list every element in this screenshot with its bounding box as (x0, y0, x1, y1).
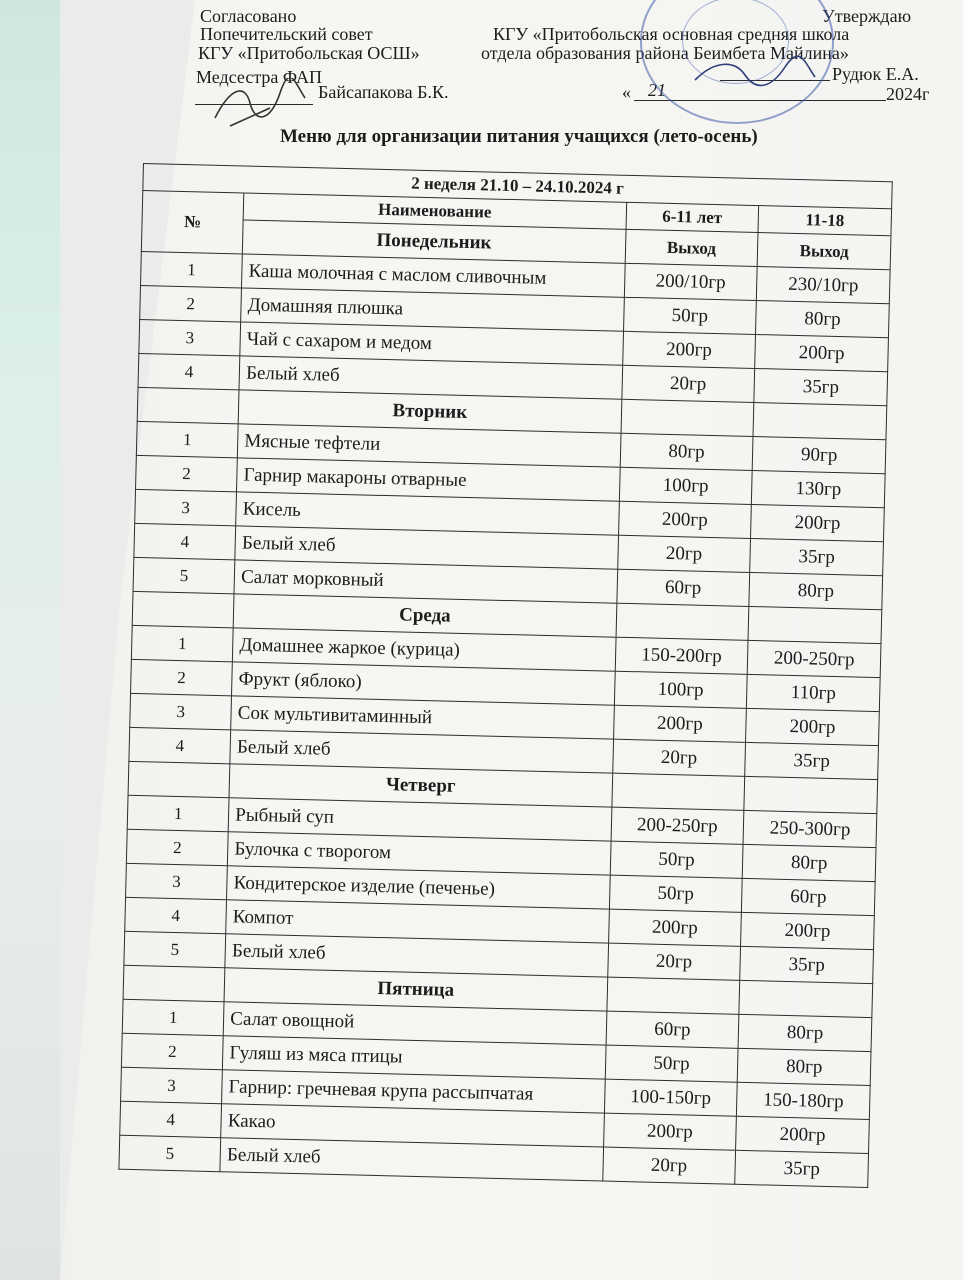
item-portion-11-18: 150-180гр (737, 1082, 871, 1119)
item-number: 4 (120, 1101, 222, 1137)
item-portion-11-18: 200-250гр (747, 640, 881, 677)
day-name: Пятница (224, 968, 607, 1011)
output-label: Выход (625, 229, 758, 266)
item-name: Кондитерское изделие (печенье) (227, 866, 610, 909)
day-empty-cell (748, 606, 882, 643)
item-number: 2 (126, 829, 228, 865)
item-name: Кисель (236, 492, 619, 535)
item-number: 5 (133, 557, 235, 593)
item-number: 3 (139, 319, 241, 355)
item-number: 3 (135, 489, 237, 525)
item-name: Домашнее жаркое (курица) (233, 628, 616, 671)
item-portion-6-11: 20гр (612, 739, 745, 776)
date-day: 21 (648, 80, 666, 100)
background-cloth (0, 0, 60, 1280)
item-portion-6-11: 200гр (603, 1113, 736, 1150)
item-name: Белый хлеб (225, 934, 608, 977)
item-portion-6-11: 20гр (607, 943, 740, 980)
item-portion-6-11: 50гр (623, 297, 756, 334)
school-short-label: КГУ «Притобольская ОСШ» (198, 43, 420, 63)
item-name: Фрукт (яблоко) (232, 662, 615, 705)
item-name: Белый хлеб (230, 730, 613, 773)
item-name: Рыбный суп (228, 798, 611, 841)
item-name: Чай с сахаром и медом (240, 322, 623, 365)
day-empty-cell (611, 773, 744, 810)
item-portion-6-11: 100гр (619, 467, 752, 504)
right-signer-name: Рудюк Е.А. (832, 64, 919, 84)
item-portion-11-18: 250-300гр (743, 810, 877, 847)
item-portion-11-18: 200гр (741, 912, 875, 949)
item-portion-11-18: 200гр (755, 335, 889, 372)
item-portion-11-18: 35гр (754, 369, 888, 406)
item-number: 3 (121, 1067, 223, 1103)
item-portion-11-18: 200гр (736, 1116, 870, 1153)
item-portion-11-18: 110гр (747, 674, 881, 711)
item-portion-11-18: 35гр (735, 1150, 869, 1187)
item-number: 1 (127, 795, 229, 831)
item-portion-11-18: 130гр (752, 470, 886, 507)
item-portion-6-11: 60гр (606, 1011, 739, 1048)
day-name: Вторник (238, 390, 621, 433)
nurse-label: Медсестра ФАП (196, 67, 322, 87)
day-name: Понедельник (243, 220, 626, 263)
col-name-header: Наименование (243, 193, 626, 229)
day-empty-cell (753, 403, 887, 440)
item-portion-6-11: 200-250гр (611, 807, 744, 844)
item-name: Белый хлеб (235, 526, 618, 569)
day-empty-cell (739, 980, 873, 1017)
left-signer-name: Байсапакова Б.К. (318, 82, 449, 102)
item-portion-11-18: 200гр (751, 504, 885, 541)
item-portion-6-11: 50гр (605, 1045, 738, 1082)
day-empty-cell (606, 977, 739, 1014)
item-portion-6-11: 20гр (621, 365, 754, 402)
item-portion-6-11: 50гр (609, 875, 742, 912)
item-portion-11-18: 80гр (749, 572, 883, 609)
item-portion-6-11: 200/10гр (624, 263, 757, 300)
item-name: Белый хлеб (220, 1138, 603, 1181)
item-number: 3 (130, 693, 232, 729)
school-full-label: КГУ «Притобольская основная средняя школа (493, 24, 850, 44)
item-number: 4 (138, 353, 240, 389)
item-portion-6-11: 200гр (622, 331, 755, 368)
day-number-cell (123, 965, 225, 1001)
item-portion-6-11: 100гр (614, 671, 747, 708)
item-name: Салат морковный (234, 560, 617, 603)
item-number: 1 (136, 421, 238, 457)
day-name: Четверг (229, 764, 612, 807)
approved-label: Согласовано (200, 6, 297, 26)
item-portion-6-11: 50гр (610, 841, 743, 878)
item-name: Салат овощной (223, 1002, 606, 1045)
approve-label: Утверждаю (822, 6, 912, 26)
item-number: 1 (122, 999, 224, 1035)
col-number-header: № (141, 191, 244, 254)
item-portion-6-11: 100-150гр (604, 1079, 737, 1116)
menu-table-body (119, 164, 892, 1188)
item-number: 4 (134, 523, 236, 559)
item-number: 2 (140, 285, 242, 321)
item-name: Белый хлеб (239, 356, 622, 399)
item-number: 4 (125, 897, 227, 933)
day-empty-cell (616, 603, 749, 640)
item-portion-6-11: 20гр (617, 535, 750, 572)
item-portion-6-11: 150-200гр (615, 637, 748, 674)
item-portion-11-18: 80гр (737, 1048, 871, 1085)
item-portion-11-18: 80гр (742, 844, 876, 881)
item-name: Каша молочная с маслом сливочным (242, 254, 625, 297)
item-portion-6-11: 80гр (620, 433, 753, 470)
item-number: 2 (131, 659, 233, 695)
item-portion-11-18: 35гр (750, 538, 884, 575)
right-signature-icon (690, 55, 820, 95)
item-number: 5 (119, 1135, 221, 1171)
item-portion-6-11: 200гр (613, 705, 746, 742)
department-label: отдела образования района Беимбета Майлина» (481, 43, 849, 63)
item-portion-11-18: 35гр (745, 742, 879, 779)
week-label: 2 неделя 21.10 – 24.10.2024 г (143, 164, 892, 209)
date-year: 2024г (886, 84, 930, 104)
item-portion-6-11: 20гр (602, 1147, 735, 1184)
day-number-cell (128, 761, 230, 797)
day-name: Среда (233, 594, 616, 637)
day-number-cell (132, 591, 234, 627)
item-number: 3 (126, 863, 228, 899)
item-number: 1 (131, 625, 233, 661)
item-name: Компот (226, 900, 609, 943)
item-portion-6-11: 60гр (616, 569, 749, 606)
item-name: Гарнир макароны отварные (237, 458, 620, 501)
item-portion-11-18: 35гр (740, 946, 874, 983)
board-label: Попечительский совет (200, 24, 373, 44)
item-number: 2 (136, 455, 238, 491)
page-title: Меню для организации питания учащихся (лето-осень) (280, 126, 758, 147)
item-name: Булочка с творогом (228, 832, 611, 875)
item-portion-11-18: 90гр (752, 436, 886, 473)
item-name: Какао (221, 1104, 604, 1147)
col-age1-header: 6-11 лет (626, 202, 759, 232)
item-portion-6-11: 200гр (618, 501, 751, 538)
day-empty-cell (621, 399, 754, 436)
day-empty-cell (744, 776, 878, 813)
output-label: Выход (757, 233, 891, 270)
item-number: 5 (124, 931, 226, 967)
item-name: Мясные тефтели (238, 424, 621, 467)
item-name: Домашняя плюшка (241, 288, 624, 331)
item-number: 4 (129, 727, 231, 763)
item-name: Сок мультивитаминный (231, 696, 614, 739)
menu-table (118, 163, 892, 1188)
day-number-cell (137, 387, 239, 423)
item-portion-6-11: 200гр (608, 909, 741, 946)
item-portion-11-18: 230/10гр (757, 267, 891, 304)
item-portion-11-18: 80гр (738, 1014, 872, 1051)
item-number: 2 (121, 1033, 223, 1069)
date-open-quote: « (622, 82, 631, 102)
item-portion-11-18: 80гр (756, 301, 890, 338)
col-age2-header: 11-18 (758, 206, 891, 236)
item-name: Гуляш из мяса птицы (223, 1036, 606, 1079)
item-name: Гарнир: гречневая крупа рассыпчатая (222, 1070, 605, 1113)
item-portion-11-18: 60гр (742, 878, 876, 915)
item-portion-11-18: 200гр (746, 708, 880, 745)
left-signature-icon (210, 78, 310, 128)
item-number: 1 (141, 251, 243, 287)
